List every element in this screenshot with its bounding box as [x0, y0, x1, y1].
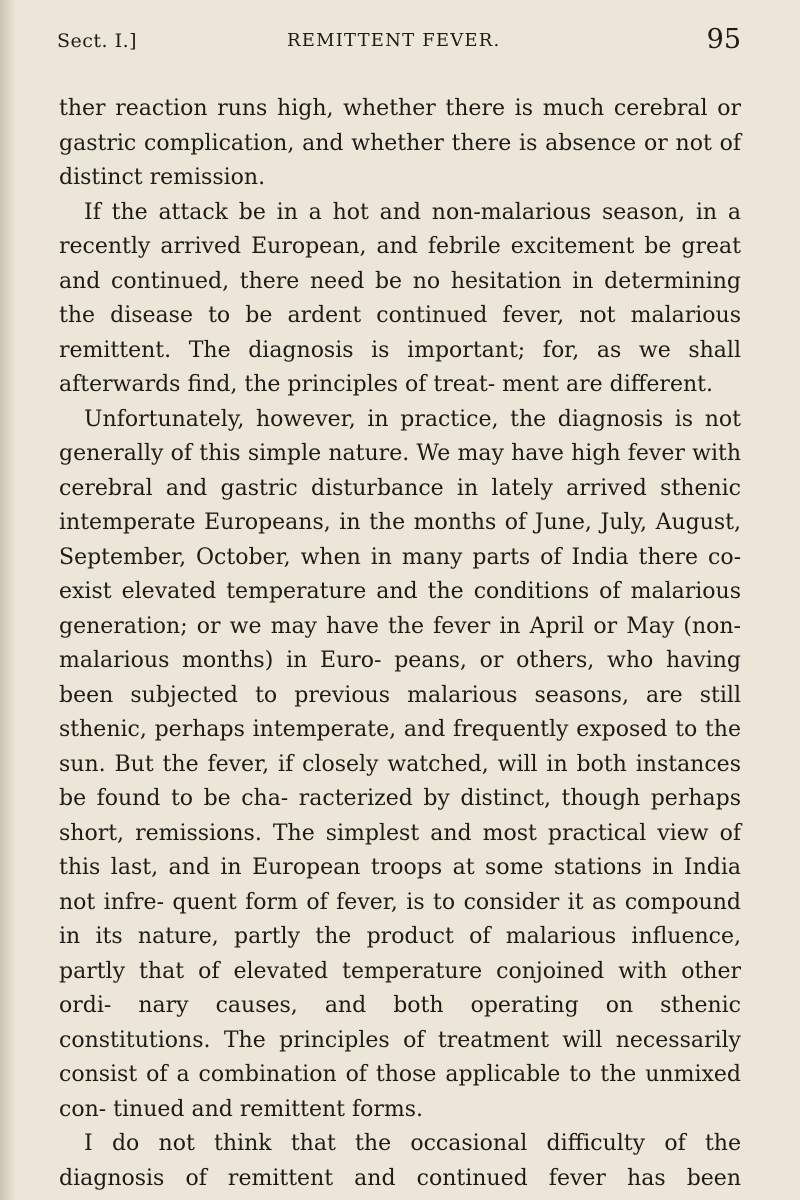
section-reference: Sect. I.]	[57, 30, 138, 52]
body-text	[59, 92, 741, 1196]
running-title: REMITTENT FEVER.	[287, 30, 501, 51]
page-binding-edge	[0, 0, 16, 1200]
page-header	[57, 14, 741, 54]
paragraph-4: I do not think that the occasional difficulty of the diagnosis of remittent and continued fever has been	[59, 1131, 741, 1191]
paragraph-1: ther reaction runs high, whether there is much cerebral or gastric complication, and whether there is absence or not of distinct remission.	[59, 96, 741, 190]
paragraph-3: Unfortunately, however, in practice, the diagnosis is not generally of this simple nature. We may have high fever with cerebral and gastric disturbance in lately arrived sthenic intemperate Europeans, in the months of June, July, August, September, October, when in many parts of India there co-exist elevated temperature and the conditions of malarious generation; or we may have the fever in April or May (non-malarious months) in Euro- peans, or others, who having been subjected to previous malarious seasons, are still sthenic, perhaps intemperate, and frequently exposed to the sun. But the fever, if closely watched, will in both instances be found to be cha- racterized by distinct, though perhaps short, remissions. The simplest and most practical view of this last, and in European troops at some stations in India not infre- quent form of fever, is to consider it as compound in its nature, partly the product of malarious influence, partly that of elevated temperature conjoined with other ordi- nary causes, and both operating on sthenic constitutions. The principles of treatment will necessarily consist of a combination of those applicable to the unmixed con- tinued and remittent forms.	[59, 406, 741, 1122]
paragraph-2: If the attack be in a hot and non-malarious season, in a recently arrived European, and febrile excitement be great and continued, there need be no hesitation in determining the disease to be ardent continued fever, not malarious remittent. The diagnosis is important; for, as we shall afterwards find, the principles of treat- ment are different.	[59, 199, 741, 397]
page-number: 95	[706, 24, 741, 55]
